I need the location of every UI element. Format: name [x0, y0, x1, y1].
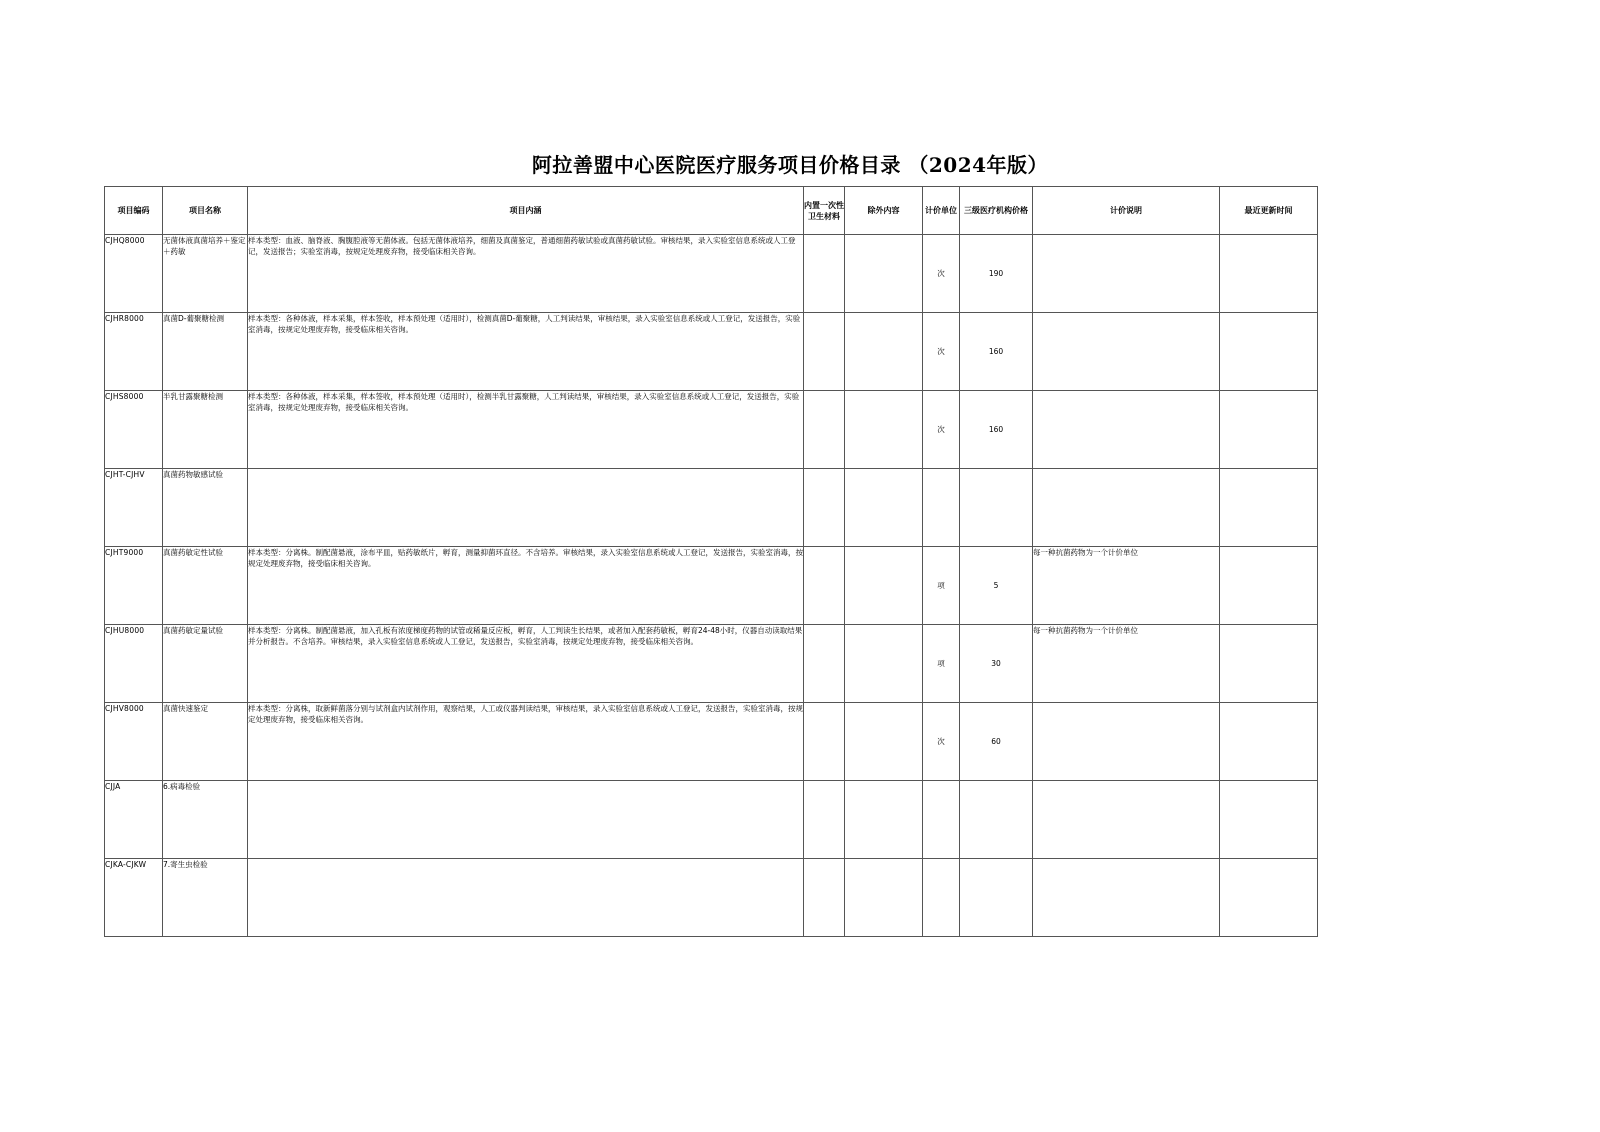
header-code: 项目编码	[105, 187, 163, 235]
item-unit: 次	[923, 391, 960, 469]
table-row	[105, 625, 1318, 703]
table-row	[105, 391, 1318, 469]
item-unit	[923, 781, 960, 859]
item-price	[960, 469, 1033, 547]
item-name: 真菌药敏定性试验	[163, 547, 248, 625]
header-row	[105, 187, 1318, 235]
table-row	[105, 703, 1318, 781]
item-code: CJKA-CJKW	[105, 859, 163, 937]
item-code: CJHT-CJHV	[105, 469, 163, 547]
item-excluded	[845, 859, 923, 937]
item-content: 样本类型：各种体液，样本采集，样本签收，样本预处理（适用时），检测半乳甘露聚糖，人工判读结果，审核结果，录入实验室信息系统或人工登记，发送报告，实验室消毒，按规定处理废弃物，接受临床相关咨询。	[248, 391, 804, 469]
item-price	[960, 781, 1033, 859]
item-disposable	[804, 781, 845, 859]
item-price: 160	[960, 313, 1033, 391]
item-note	[1033, 469, 1220, 547]
item-unit: 项	[923, 547, 960, 625]
item-content	[248, 859, 804, 937]
item-name: 真菌快速鉴定	[163, 703, 248, 781]
item-content: 样本类型：各种体液，样本采集，样本签收，样本预处理（适用时），检测真菌D-葡聚糖，人工判读结果，审核结果，录入实验室信息系统或人工登记，发送报告，实验室消毒，按规定处理废弃物，接受临床相关咨询。	[248, 313, 804, 391]
item-note	[1033, 391, 1220, 469]
item-code: CJHQ8000	[105, 235, 163, 313]
item-disposable	[804, 547, 845, 625]
header-disposable: 内置一次性卫生材料	[804, 187, 845, 235]
table-row	[105, 235, 1318, 313]
item-note	[1033, 235, 1220, 313]
item-note: 每一种抗菌药物为一个计价单位	[1033, 547, 1220, 625]
item-content	[248, 781, 804, 859]
item-code: CJHU8000	[105, 625, 163, 703]
item-note	[1033, 703, 1220, 781]
table-row	[105, 781, 1318, 859]
item-excluded	[845, 235, 923, 313]
item-code: CJJA	[105, 781, 163, 859]
document-title: 阿拉善盟中心医院医疗服务项目价格目录 （2024年版）	[531, 153, 1049, 177]
item-content: 样本类型：分离株。制配菌悬液，涂布平皿，贴药敏纸片，孵育，测量抑菌环直径。不含培养。审核结果，录入实验室信息系统或人工登记，发送报告，实验室消毒，按规定处理废弃物，接受临床相关咨询。	[248, 547, 804, 625]
table-row	[105, 859, 1318, 937]
item-name: 真菌药敏定量试验	[163, 625, 248, 703]
item-name: 6.病毒检验	[163, 781, 248, 859]
item-unit	[923, 469, 960, 547]
item-updated	[1220, 625, 1318, 703]
item-note: 每一种抗菌药物为一个计价单位	[1033, 625, 1220, 703]
table-row	[105, 469, 1318, 547]
table-row	[105, 313, 1318, 391]
item-content: 样本类型：分离株。制配菌悬液，加入孔板有浓度梯度药物的试管或稀量反应板，孵育，人工判读生长结果，或者加入配套药敏板，孵育24-48小时，仪器自动读取结果并分析报告。不含培养。审核结果，录入实验室信息系统或人工登记，发送报告，实验室消毒，按规定处理废弃物，接受临床相关咨询。	[248, 625, 804, 703]
item-note	[1033, 859, 1220, 937]
item-disposable	[804, 625, 845, 703]
item-updated	[1220, 781, 1318, 859]
item-content: 样本类型：血液、脑脊液、胸腹腔液等无菌体液。包括无菌体液培养，细菌及真菌鉴定，普通细菌药敏试验或真菌药敏试验。审核结果，录入实验室信息系统或人工登记，发送报告；实验室消毒，按规定处理废弃物，接受临床相关咨询。	[248, 235, 804, 313]
item-updated	[1220, 703, 1318, 781]
item-name: 真菌药物敏感试验	[163, 469, 248, 547]
item-name: 真菌D-葡聚糖检测	[163, 313, 248, 391]
item-updated	[1220, 313, 1318, 391]
item-updated	[1220, 391, 1318, 469]
item-updated	[1220, 469, 1318, 547]
item-code: CJHS8000	[105, 391, 163, 469]
item-updated	[1220, 859, 1318, 937]
item-code: CJHT9000	[105, 547, 163, 625]
item-excluded	[845, 625, 923, 703]
item-disposable	[804, 703, 845, 781]
item-disposable	[804, 859, 845, 937]
item-price: 5	[960, 547, 1033, 625]
header-note: 计价说明	[1033, 187, 1220, 235]
item-content: 样本类型：分离株，取新鲜菌落分别与试剂盒内试剂作用，观察结果，人工或仪器判读结果，审核结果，录入实验室信息系统或人工登记，发送报告，实验室消毒，按规定处理废弃物，接受临床相关咨询。	[248, 703, 804, 781]
item-price	[960, 859, 1033, 937]
item-excluded	[845, 781, 923, 859]
item-name: 无菌体液真菌培养＋鉴定＋药敏	[163, 235, 248, 313]
item-price: 160	[960, 391, 1033, 469]
header-excluded: 除外内容	[845, 187, 923, 235]
item-name: 7.寄生虫检验	[163, 859, 248, 937]
item-price: 190	[960, 235, 1033, 313]
item-excluded	[845, 469, 923, 547]
item-disposable	[804, 313, 845, 391]
item-disposable	[804, 235, 845, 313]
item-content	[248, 469, 804, 547]
header-name: 项目名称	[163, 187, 248, 235]
item-excluded	[845, 703, 923, 781]
item-disposable	[804, 391, 845, 469]
item-disposable	[804, 469, 845, 547]
header-content: 项目内涵	[248, 187, 804, 235]
item-note	[1033, 313, 1220, 391]
item-unit	[923, 859, 960, 937]
table-row	[105, 547, 1318, 625]
item-unit: 次	[923, 235, 960, 313]
item-code: CJHV8000	[105, 703, 163, 781]
item-code: CJHR8000	[105, 313, 163, 391]
price-table	[104, 186, 1318, 937]
item-excluded	[845, 313, 923, 391]
item-note	[1033, 781, 1220, 859]
item-updated	[1220, 547, 1318, 625]
item-unit: 项	[923, 625, 960, 703]
item-price: 60	[960, 703, 1033, 781]
item-price: 30	[960, 625, 1033, 703]
item-excluded	[845, 547, 923, 625]
header-updated: 最近更新时间	[1220, 187, 1318, 235]
item-name: 半乳甘露聚糖检测	[163, 391, 248, 469]
item-unit: 次	[923, 703, 960, 781]
item-updated	[1220, 235, 1318, 313]
header-price: 三级医疗机构价格	[960, 187, 1033, 235]
header-unit: 计价单位	[923, 187, 960, 235]
item-excluded	[845, 391, 923, 469]
item-unit: 次	[923, 313, 960, 391]
